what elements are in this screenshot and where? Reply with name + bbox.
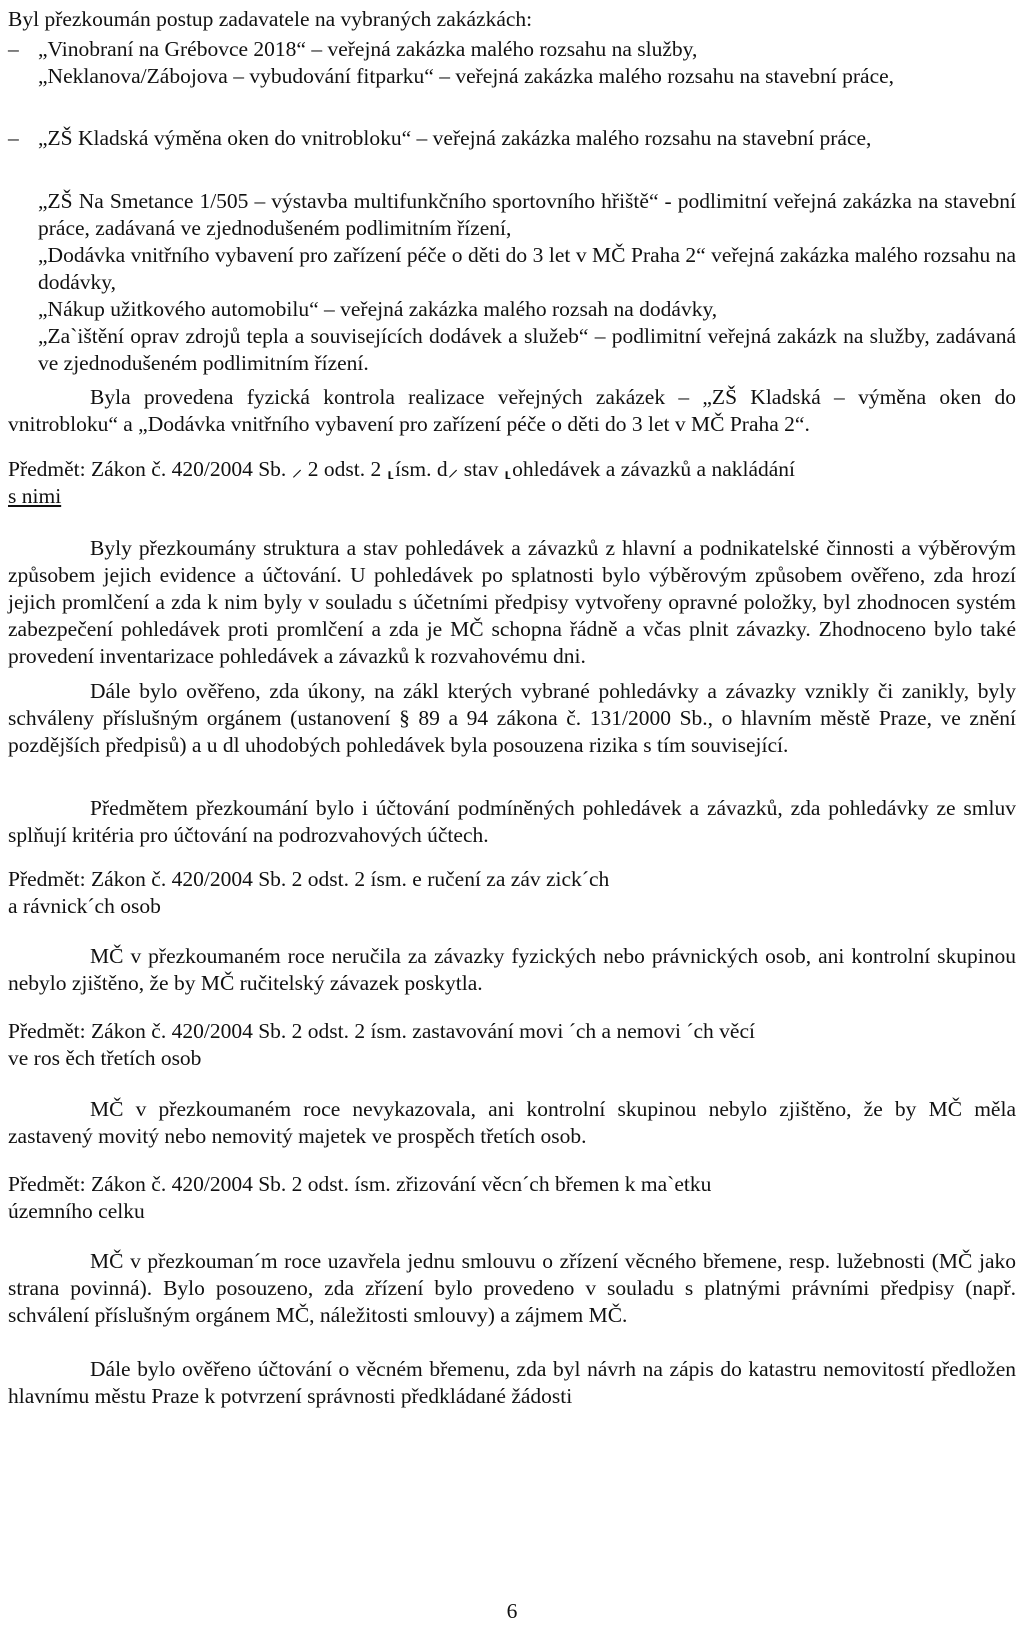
list-item-text: „Dodávka vnitřního vybavení pro zařízení péče o děti do 3 let v MČ Praha 2“ veřejná zakázka malého rozsahu na dodávky, (38, 243, 1016, 294)
paragraph-guarantees: MČ v přezkoumaném roce neručila za závazky fyzických nebo právnických osob, ani kontrolní skupinou nebylo zjištěno, že by MČ ručitelský závazek poskytla. (8, 944, 1016, 995)
section-heading-receivables (8, 456, 1016, 510)
list-item-text: „ZŠ Kladská výměna oken do vnitrobloku“ – veřejná zakázka malého rozsahu na stavební práce, (38, 126, 872, 150)
list-item-text: „ZŠ Na Smetance 1/505 – výstavba multifunkčního sportovního hřiště“ - podlimitní veřejná zakázka na stavební práce, zadávaná ve zjednodušeném podlimitním řízení, (38, 189, 1016, 240)
document-page (8, 0, 1016, 1626)
paragraph-conditional-receivables: Předmětem přezkoumání bylo i účtování podmíněných pohledávek a závazků, zda pohledávky ze smluv splňují kritéria pro účtování na podrozvahových účtech. (8, 796, 1016, 847)
section-heading-line: Předmět: Zákon č. 420/2004 Sb. 2 odst. ísm. zřizování věcn´ch břemen k ma`etku (8, 1172, 712, 1196)
section-heading-line: s nimi (8, 484, 62, 508)
list-item-text: „Nákup užitkového automobilu“ – veřejná zakázka malého rozsah na dodávky, (38, 297, 718, 321)
paragraph-pledges: MČ v přezkoumaném roce nevykazovala, ani kontrolní skupinou nebylo zjištěno, že by MČ měla zastavený movitý nebo nemovitý majetek ve prospěch třetích osob. (8, 1097, 1016, 1148)
paragraph-easement-contract: MČ v přezkouman´m roce uzavřela jednu smlouvu o zřízení věcného břemene, resp. lužebnosti (MČ jako strana povinná). Bylo posouzeno, zda zřízení bylo provedeno v souladu s platnými právními předpisy (např. schválení příslušným orgánem MČ, náležitosti smlouvy) a zájmem MČ. (8, 1249, 1016, 1327)
section-heading-line: Předmět: Zákon č. 420/2004 Sb. ⸝ 2 odst. 2 ⸤ísm. d⸝ stav ⸤ohledávek a závazků a nakládání (8, 457, 796, 481)
section-heading-line: Předmět: Zákon č. 420/2004 Sb. 2 odst. 2 ísm. e ručení za záv zick´ch (8, 867, 610, 891)
section-heading-line: ve ros ěch třetích osob (8, 1046, 202, 1070)
list-item-text: „Za`ištění oprav zdrojů tepla a souvisejících dodávek a služeb“ – podlimitní veřejná zakázk na služby, zadávaná ve zjednodušeném podlimitním řízení. (38, 324, 1016, 375)
list-item-text: „Vinobraní na Grébovce 2018“ – veřejná zakázka malého rozsahu na služby, (38, 37, 698, 61)
section-heading-easements (8, 1171, 1016, 1225)
intro-line: Byl přezkoumán postup zadavatele na vybraných zakázkách: (8, 7, 533, 31)
list-dash: – (8, 37, 19, 61)
paragraph-inspection: Byla provedena fyzická kontrola realizace veřejných zakázek – „ZŠ Kladská – výměna oken do vnitrobloku“ a „Dodávka vnitřního vybavení pro zařízení péče o děti do 3 let v MČ Praha 2“. (8, 385, 1016, 436)
paragraph-easement-accounting: Dále bylo ověřeno účtování o věcném břemenu, zda byl návrh na zápis do katastru nemovitostí předložen hlavnímu městu Praze k potvrzení správnosti předkládané žádosti (8, 1357, 1016, 1408)
page-number: 6 (506, 1599, 518, 1623)
paragraph-receivables-review: Byly přezkoumány struktura a stav pohledávek a závazků z hlavní a podnikatelské činnosti a výběrovým způsobem jejich evidence a účtování. U pohledávek po splatnosti bylo výběrovým způsobem ověřeno, zda hrozí jejich promlčení a zda k nim byly v souladu s účetními předpisy vytvořeny opravné položky, byl zhodnocen systém zabezpečení pohledávek proti promlčení a zda je MČ schopna řádně a včas plnit závazky. Zhodnoceno bylo také provedení inventarizace pohledávek a závazků k rozvahovému dni. (8, 536, 1016, 668)
list-item-text: „Neklanova/Zábojova – vybudování fitparku“ – veřejná zakázka malého rozsahu na stavební práce, (38, 64, 895, 88)
section-heading-line: Předmět: Zákon č. 420/2004 Sb. 2 odst. 2 ísm. zastavování movi ´ch a nemovi ´ch věcí (8, 1019, 755, 1043)
section-heading-line: a rávnick´ch osob (8, 894, 161, 918)
paragraph-receivables-approval: Dále bylo ověřeno, zda úkony, na zákl kterých vybrané pohledávky a závazky vznikly či zanikly, byly schváleny příslušným orgánem (ustanovení § 89 a 94 zákona č. 131/2000 Sb., o hlavním městě Praze, ve znění pozdějších předpisů) a u dl uhodobých pohledávek byla posouzena rizika s tím související. (8, 679, 1016, 757)
section-heading-line: územního celku (8, 1199, 145, 1223)
section-heading-guarantees (8, 866, 1016, 920)
list-dash: – (8, 126, 19, 150)
section-heading-pledges (8, 1018, 1016, 1072)
